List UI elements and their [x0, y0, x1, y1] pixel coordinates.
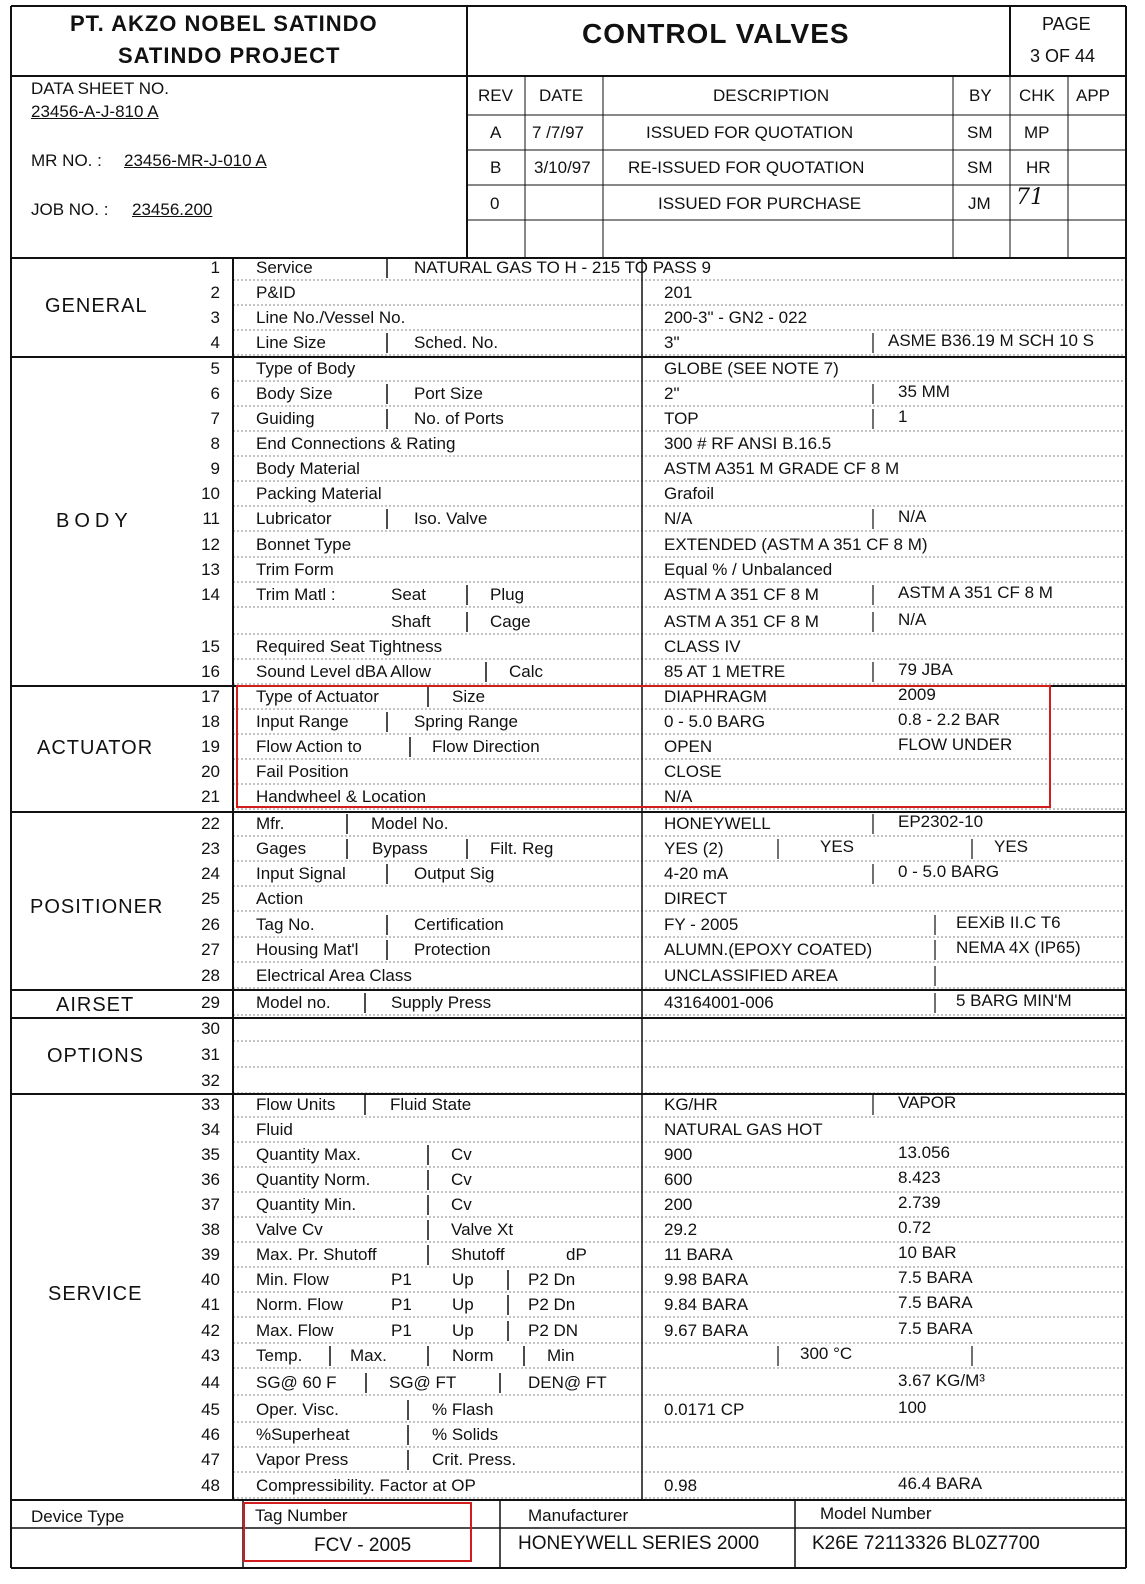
revision-by: JM	[968, 194, 991, 213]
field-value: YES	[994, 837, 1029, 856]
field-value: HONEYWELL	[664, 814, 771, 833]
field-label: Compressibility. Factor at OP	[256, 1476, 476, 1495]
field-value: ALUMN.(EPOXY COATED)	[664, 940, 873, 959]
field-value: DIRECT	[664, 889, 728, 908]
row-number: 25	[201, 889, 220, 908]
field-label: Line Size	[256, 333, 326, 352]
revision-by: SM	[967, 158, 993, 177]
field-value: 46.4 BARA	[898, 1474, 983, 1493]
field-sublabel: % Flash	[432, 1400, 494, 1419]
field-label: Valve Cv	[256, 1220, 323, 1239]
data-sheet-label: DATA SHEET NO.	[31, 79, 169, 98]
row-number: 40	[201, 1270, 220, 1289]
field-value: 29.2	[664, 1220, 698, 1239]
field-value: 0 - 5.0 BARG	[898, 862, 1000, 881]
field-value: YES (2)	[664, 839, 724, 858]
row-number: 27	[201, 940, 220, 959]
field-value: N/A	[664, 509, 693, 528]
row-number: 23	[201, 839, 220, 858]
field-sublabel: Iso. Valve	[414, 509, 488, 528]
field-value: ASTM A351 M GRADE CF 8 M	[664, 459, 900, 478]
field-value: EP2302-10	[898, 812, 984, 831]
field-value: 0.0171 CP	[664, 1400, 745, 1419]
field-label: Trim Form	[256, 560, 334, 579]
field-sublabel: Filt. Reg	[490, 839, 554, 858]
project-name: SATINDO PROJECT	[118, 43, 341, 68]
field-sublabel: Spring Range	[414, 712, 518, 731]
field-value: CLASS IV	[664, 637, 741, 656]
field-value: UNCLASSIFIED AREA	[664, 966, 838, 985]
field-label: Max. Pr. Shutoff	[256, 1245, 377, 1264]
field-value: 35 MM	[898, 382, 950, 401]
row-number: 2	[210, 283, 220, 302]
row-number: 4	[210, 333, 220, 352]
field-label: Fail Position	[256, 762, 349, 781]
section-body: BODY	[56, 510, 133, 532]
row-number: 43	[201, 1346, 220, 1365]
row-number: 1	[210, 258, 220, 277]
field-value: N/A	[898, 610, 927, 629]
field-sublabel: Norm	[452, 1346, 494, 1365]
field-value: TOP	[664, 409, 699, 428]
field-value: ASME B36.19 M SCH 10 S	[888, 331, 1094, 350]
field-sublabel: Size	[452, 687, 486, 706]
document-title: CONTROL VALVES	[582, 18, 850, 49]
field-value: DIAPHRAGM	[664, 687, 767, 706]
field-sublabel: Bypass	[372, 839, 428, 858]
description-header: DESCRIPTION	[713, 86, 830, 105]
row-number: 39	[201, 1245, 220, 1264]
field-sublabel: P2 Dn	[528, 1270, 576, 1289]
field-sublabel: Seat	[391, 585, 426, 604]
field-value: 200-3" - GN2 - 022	[664, 308, 808, 327]
row-number: 26	[201, 915, 220, 934]
row-number: 20	[201, 762, 220, 781]
section-airset: AIRSET	[56, 994, 135, 1016]
field-sublabel: P2 DN	[528, 1321, 579, 1340]
field-value: 7.5 BARA	[898, 1319, 973, 1338]
row-number: 11	[202, 509, 220, 528]
row-number: 31	[201, 1045, 220, 1064]
field-value: 7.5 BARA	[898, 1293, 973, 1312]
field-value: OPEN	[664, 737, 713, 756]
field-value: 8.423	[898, 1168, 941, 1187]
row-number: 12	[201, 535, 220, 554]
model-number-value: K26E 72113326 BL0Z7700	[812, 1533, 1040, 1554]
row-number: 42	[201, 1321, 220, 1340]
revision-rev: 0	[490, 194, 500, 213]
row-number: 30	[201, 1019, 220, 1038]
field-value: N/A	[664, 787, 693, 806]
data-sheet-number: 23456-A-J-810 A	[31, 102, 159, 121]
row-number: 24	[201, 864, 220, 883]
row-number: 28	[201, 966, 220, 985]
section-actuator: ACTUATOR	[37, 737, 154, 759]
tag-number-label: Tag Number	[255, 1506, 348, 1525]
manufacturer-value: HONEYWELL SERIES 2000	[518, 1533, 760, 1554]
field-sublabel: Sched. No.	[414, 333, 499, 352]
row-number: 47	[201, 1450, 220, 1469]
row-number: 15	[201, 637, 220, 656]
field-label: Flow Action to	[256, 737, 362, 756]
field-sublabel: Port Size	[414, 384, 483, 403]
field-value: 79 JBA	[898, 660, 953, 679]
revision-chk: HR	[1026, 158, 1051, 177]
field-label: Quantity Min.	[256, 1195, 357, 1214]
field-sublabel: Shutoff	[451, 1245, 505, 1264]
revision-description: ISSUED FOR QUOTATION	[646, 123, 854, 142]
mr-number: 23456-MR-J-010 A	[124, 151, 267, 170]
row-number: 44	[201, 1373, 220, 1392]
field-sublabel: Valve Xt	[451, 1220, 514, 1239]
row-number: 3	[210, 308, 220, 327]
field-value: Grafoil	[664, 484, 715, 503]
row-number: 46	[201, 1425, 220, 1444]
row-number: 38	[201, 1220, 220, 1239]
field-value: VAPOR	[898, 1093, 957, 1112]
field-label: Body Size	[256, 384, 333, 403]
by-header: BY	[969, 86, 992, 105]
field-label: Type of Actuator	[256, 687, 379, 706]
field-value: FY - 2005	[664, 915, 739, 934]
field-value: 2"	[664, 384, 680, 403]
field-value: NATURAL GAS TO H - 215 TO PASS 9	[414, 258, 711, 277]
field-value: 0.8 - 2.2 BAR	[898, 710, 1001, 729]
field-sublabel: Up	[452, 1270, 474, 1289]
field-label: Fluid	[256, 1120, 293, 1139]
field-sublabel: P1	[391, 1295, 412, 1314]
field-value: ASTM A 351 CF 8 M	[898, 583, 1053, 602]
row-number: 34	[201, 1120, 220, 1139]
field-sublabel: Up	[452, 1295, 474, 1314]
field-label: Input Range	[256, 712, 349, 731]
field-value: N/A	[898, 507, 927, 526]
field-value: EXTENDED (ASTM A 351 CF 8 M)	[664, 535, 928, 554]
field-label: Guiding	[256, 409, 315, 428]
tag-number-value: FCV - 2005	[314, 1535, 412, 1556]
field-sublabel: Cage	[490, 612, 531, 631]
revision-description: ISSUED FOR PURCHASE	[658, 194, 862, 213]
field-label: Max. Flow	[256, 1321, 334, 1340]
field-label: Vapor Press	[256, 1450, 349, 1469]
row-number: 41	[201, 1295, 220, 1314]
field-value: GLOBE (SEE NOTE 7)	[664, 359, 839, 378]
field-sublabel: dP	[566, 1245, 587, 1264]
field-sublabel: Max.	[350, 1346, 387, 1365]
row-number: 22	[201, 814, 220, 833]
field-value: 3.67 KG/M³	[898, 1371, 985, 1390]
field-sublabel: Certification	[414, 915, 504, 934]
field-value: 0.98	[664, 1476, 698, 1495]
field-value: EEXiB II.C T6	[956, 913, 1061, 932]
field-label: Packing Material	[256, 484, 382, 503]
field-value: 3"	[664, 333, 680, 352]
field-value: 13.056	[898, 1143, 950, 1162]
field-label: Model no.	[256, 993, 331, 1012]
manufacturer-label: Manufacturer	[528, 1506, 629, 1525]
field-sublabel: Protection	[414, 940, 491, 959]
revision-chk: MP	[1024, 123, 1050, 142]
row-number: 5	[210, 359, 220, 378]
field-sublabel: Model No.	[371, 814, 449, 833]
revision-chk-signature: 71	[1016, 185, 1044, 210]
field-value: 9.98 BARA	[664, 1270, 749, 1289]
field-label: Action	[256, 889, 304, 908]
row-number: 21	[201, 787, 220, 806]
row-number: 32	[201, 1071, 220, 1090]
row-number: 33	[201, 1095, 220, 1114]
field-sublabel: Supply Press	[391, 993, 492, 1012]
field-value: FLOW UNDER	[898, 735, 1013, 754]
field-label: Bonnet Type	[256, 535, 352, 554]
field-sublabel: SG@ FT	[389, 1373, 457, 1392]
field-label: Tag No.	[256, 915, 315, 934]
field-label: Body Material	[256, 459, 360, 478]
row-number: 14	[201, 585, 220, 604]
field-label: Quantity Norm.	[256, 1170, 371, 1189]
rev-header: REV	[478, 86, 513, 105]
field-label: Housing Mat'l	[256, 940, 359, 959]
field-sublabel: % Solids	[432, 1425, 499, 1444]
actuator-highlight-box	[236, 685, 1051, 808]
field-sublabel: Cv	[451, 1195, 472, 1214]
field-label: Oper. Visc.	[256, 1400, 339, 1419]
field-sublabel: Fluid State	[390, 1095, 472, 1114]
company-name: PT. AKZO NOBEL SATINDO	[70, 11, 378, 36]
row-number: 35	[201, 1145, 220, 1164]
section-general: GENERAL	[45, 295, 148, 317]
field-label: Handwheel & Location	[256, 787, 427, 806]
field-label: Sound Level dBA Allow	[256, 662, 431, 681]
field-label: Flow Units	[256, 1095, 336, 1114]
row-number: 29	[201, 993, 220, 1012]
row-number: 18	[201, 712, 220, 731]
row-number: 17	[201, 687, 220, 706]
field-sublabel: DEN@ FT	[528, 1373, 607, 1392]
field-label: Required Seat Tightness	[256, 637, 443, 656]
chk-header: CHK	[1019, 86, 1055, 105]
field-sublabel: Cv	[451, 1170, 472, 1189]
field-label: SG@ 60 F	[256, 1373, 337, 1392]
field-value: ASTM A 351 CF 8 M	[664, 612, 819, 631]
field-value: 0 - 5.0 BARG	[664, 712, 766, 731]
row-number: 8	[210, 434, 220, 453]
row-number: 13	[201, 560, 220, 579]
app-header: APP	[1076, 86, 1111, 105]
field-value: 300 °C	[800, 1344, 853, 1363]
page-number: 3 OF 44	[1030, 46, 1096, 66]
field-value: 11 BARA	[664, 1245, 733, 1264]
field-value: YES	[820, 837, 855, 856]
field-label: Mfr.	[256, 814, 285, 833]
job-label: JOB NO. :	[31, 200, 109, 219]
row-number: 48	[201, 1476, 220, 1495]
section-positioner: POSITIONER	[30, 896, 164, 918]
date-header: DATE	[539, 86, 584, 105]
revision-rev: B	[490, 158, 502, 177]
field-sublabel: Flow Direction	[432, 737, 540, 756]
field-label: Line No./Vessel No.	[256, 308, 406, 327]
row-number: 10	[201, 484, 220, 503]
revision-by: SM	[967, 123, 993, 142]
field-label: End Connections & Rating	[256, 434, 456, 453]
field-value: CLOSE	[664, 762, 722, 781]
field-value: 10 BAR	[898, 1243, 957, 1262]
row-number: 7	[210, 409, 220, 428]
field-value: Equal % / Unbalanced	[664, 560, 833, 579]
field-value: KG/HR	[664, 1095, 718, 1114]
field-sublabel: No. of Ports	[414, 409, 504, 428]
field-sublabel: Crit. Press.	[432, 1450, 517, 1469]
field-value: NEMA 4X (IP65)	[956, 938, 1081, 957]
device-type-label: Device Type	[31, 1507, 125, 1526]
row-number: 36	[201, 1170, 220, 1189]
field-label: Quantity Max.	[256, 1145, 361, 1164]
section-service: SERVICE	[48, 1283, 143, 1305]
field-sublabel: Output Sig	[414, 864, 495, 883]
field-value: ASTM A 351 CF 8 M	[664, 585, 819, 604]
field-value: 85 AT 1 METRE	[664, 662, 786, 681]
field-sublabel: Cv	[451, 1145, 472, 1164]
field-label: Electrical Area Class	[256, 966, 412, 985]
field-value: 100	[898, 1398, 927, 1417]
field-value: 4-20 mA	[664, 864, 729, 883]
field-value: 9.67 BARA	[664, 1321, 749, 1340]
field-label: Lubricator	[256, 509, 332, 528]
revision-date: 3/10/97	[534, 158, 591, 177]
field-value: 201	[664, 283, 693, 302]
job-number: 23456.200	[132, 200, 213, 219]
row-number: 9	[210, 459, 220, 478]
field-label: Trim Matl :	[256, 585, 336, 604]
field-sublabel: P2 Dn	[528, 1295, 576, 1314]
row-number: 45	[201, 1400, 220, 1419]
section-options: OPTIONS	[47, 1045, 145, 1067]
field-value: 43164001-006	[664, 993, 774, 1012]
field-value: 7.5 BARA	[898, 1268, 973, 1287]
field-value: NATURAL GAS HOT	[664, 1120, 823, 1139]
field-label: Min. Flow	[256, 1270, 329, 1289]
field-value: 900	[664, 1145, 693, 1164]
field-value: 600	[664, 1170, 693, 1189]
field-label: Gages	[256, 839, 307, 858]
model-number-label: Model Number	[820, 1504, 932, 1523]
field-label: P&ID	[256, 283, 296, 302]
row-number: 6	[210, 384, 220, 403]
field-sublabel: P1	[391, 1270, 412, 1289]
field-label: %Superheat	[256, 1425, 350, 1444]
field-sublabel: P1	[391, 1321, 412, 1340]
field-value: 1	[898, 407, 908, 426]
field-label: Norm. Flow	[256, 1295, 343, 1314]
row-number: 19	[201, 737, 220, 756]
field-label: Input Signal	[256, 864, 346, 883]
row-number: 16	[201, 662, 220, 681]
field-sublabel: Calc	[509, 662, 544, 681]
revision-date: 7 /7/97	[532, 123, 584, 142]
field-label: Service	[256, 258, 313, 277]
field-value: 5 BARG MIN'M	[956, 991, 1072, 1010]
field-value: 0.72	[898, 1218, 932, 1237]
field-sublabel: Min	[547, 1346, 575, 1365]
field-sublabel: Up	[452, 1321, 474, 1340]
page-label: PAGE	[1042, 14, 1091, 34]
revision-description: RE-ISSUED FOR QUOTATION	[628, 158, 865, 177]
revision-rev: A	[490, 123, 502, 142]
field-sublabel: Shaft	[391, 612, 431, 631]
mr-label: MR NO. :	[31, 151, 102, 170]
field-label: Temp.	[256, 1346, 303, 1365]
field-value: 200	[664, 1195, 693, 1214]
field-value: 300 # RF ANSI B.16.5	[664, 434, 832, 453]
field-sublabel: Plug	[490, 585, 525, 604]
field-label: Type of Body	[256, 359, 356, 378]
field-value: 9.84 BARA	[664, 1295, 749, 1314]
field-value: 2.739	[898, 1193, 941, 1212]
row-number: 37	[201, 1195, 220, 1214]
field-value: 2009	[898, 685, 936, 704]
